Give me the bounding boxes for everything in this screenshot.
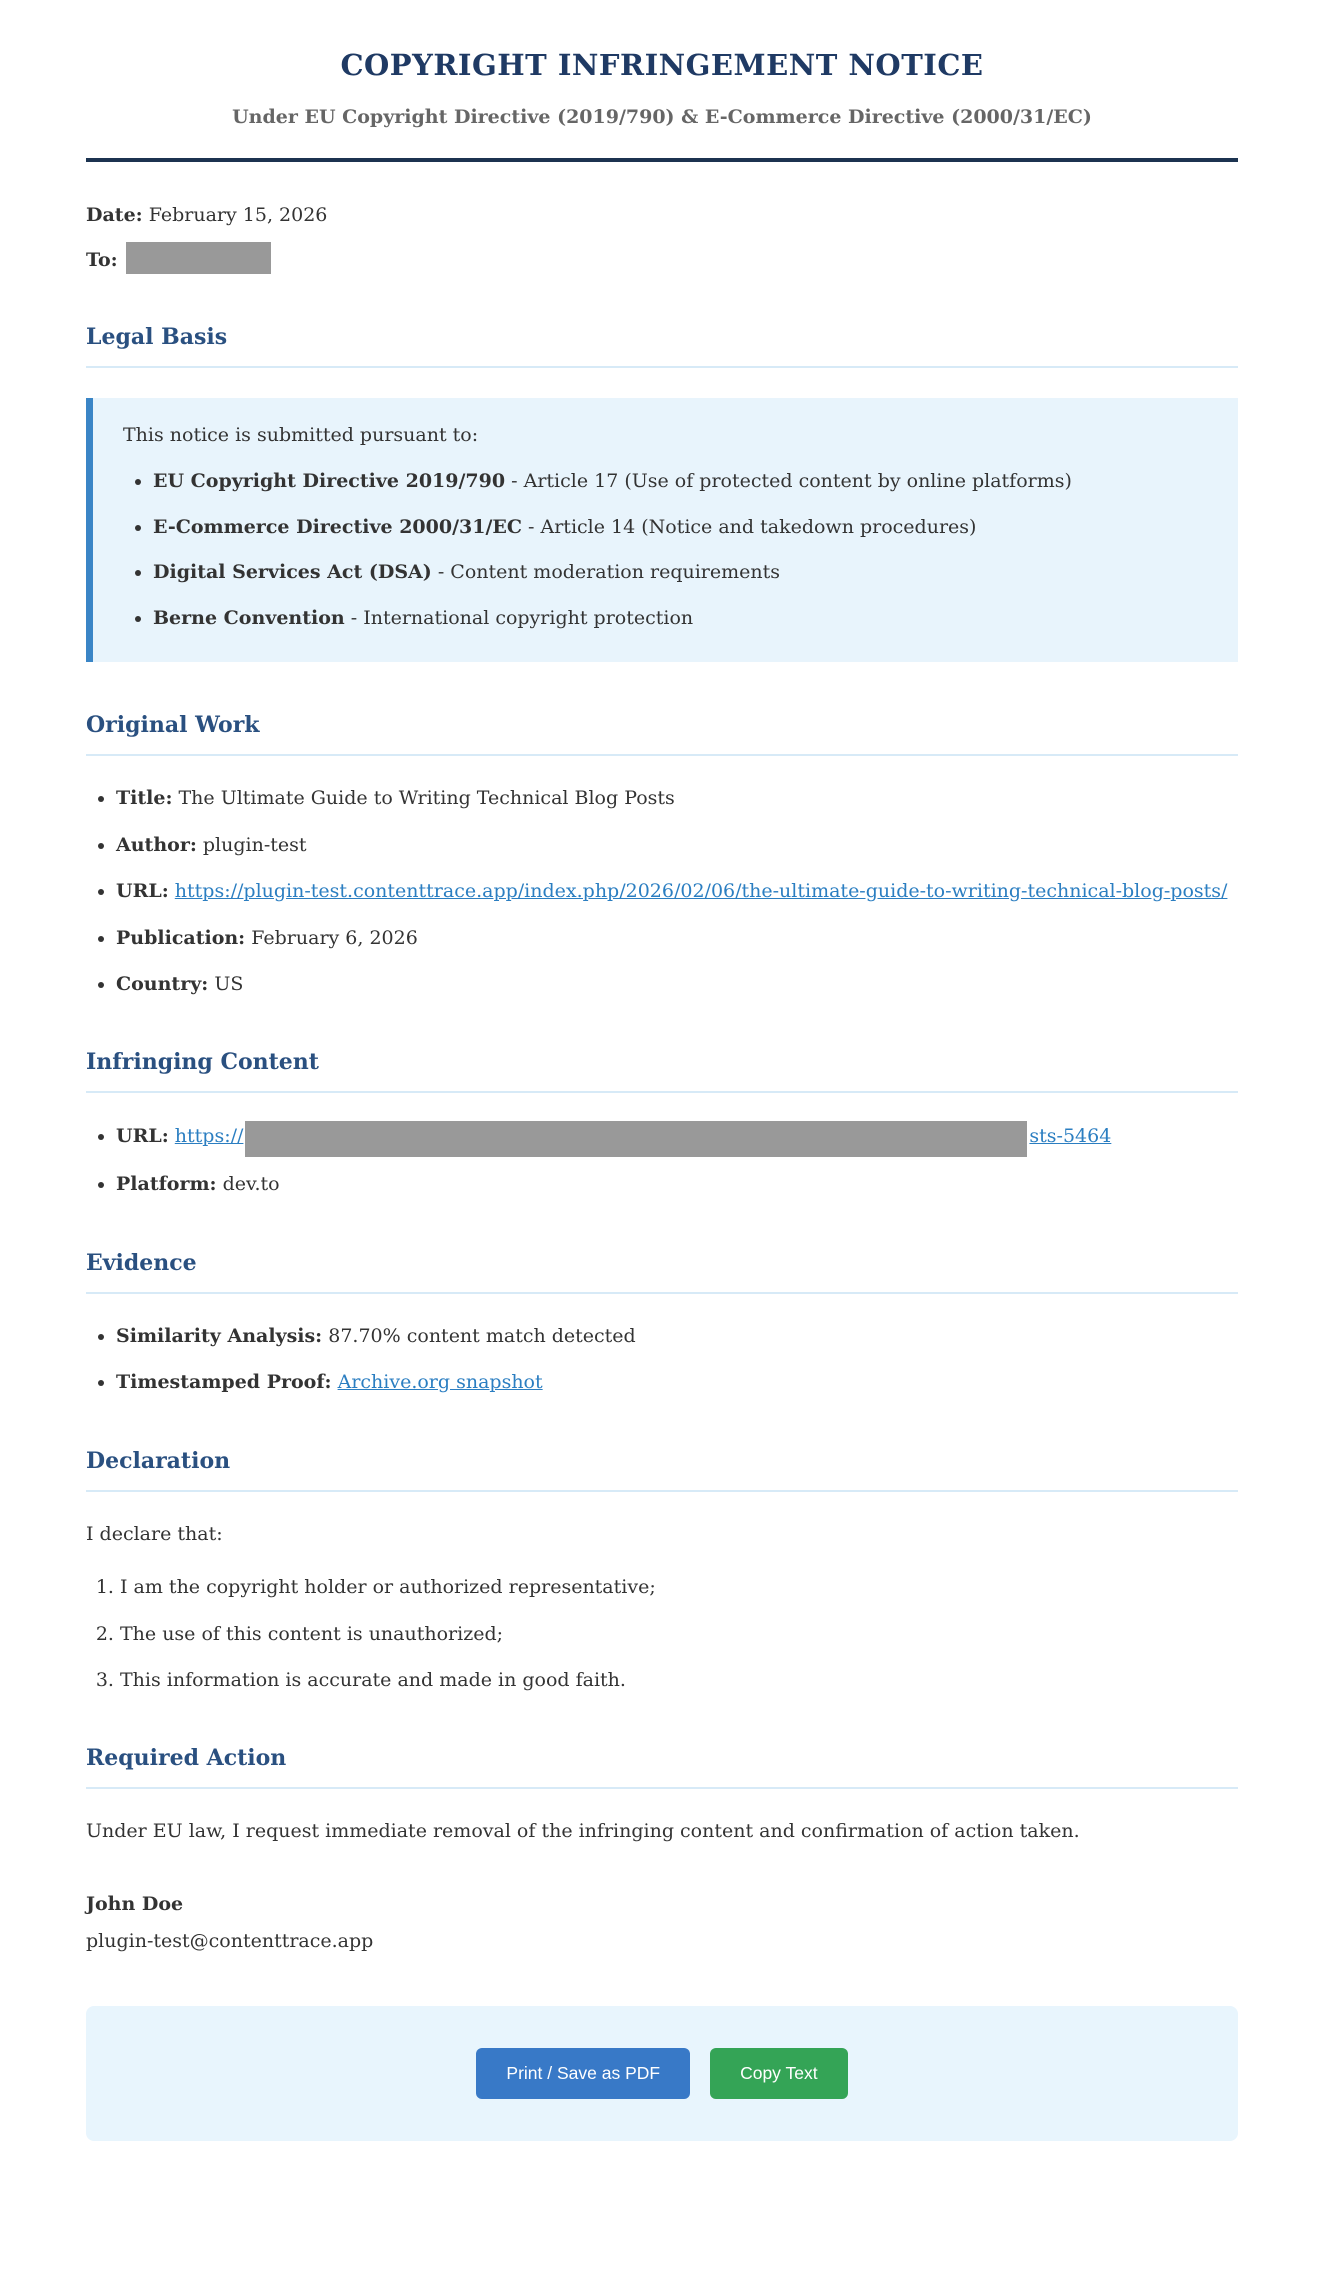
field-label: Author: [116,833,197,856]
field-label: Similarity Analysis: [116,1324,323,1347]
list-item [116,877,1238,906]
list-item [116,1368,1238,1397]
list-item [116,970,1238,999]
section-heading-required-action: Required Action [86,1745,1238,1789]
section-heading-legal-basis: Legal Basis [86,324,1238,368]
to-line [86,248,1238,274]
list-item: 2. The use of this content is unauthorized; [120,1621,1238,1649]
legal-item-term: Digital Services Act (DSA) [153,561,432,584]
date-line [86,204,1238,226]
field-label: Timestamped Proof: [116,1371,332,1394]
list-item [116,1322,1238,1351]
section-heading-infringing-content: Infringing Content [86,1049,1238,1093]
to-label: To: [86,249,118,271]
document-header [86,48,1238,162]
redacted-recipient [126,242,271,274]
field-label: Platform: [116,1173,217,1196]
legal-item-term: E-Commerce Directive 2000/31/EC [153,515,522,538]
field-label: Title: [116,787,173,810]
legal-item-term: EU Copyright Directive 2019/790 [153,470,506,492]
page-subtitle: Under EU Copyright Directive (2019/790) & E-Commerce Directive (2000/31/EC) [232,106,1092,128]
redacted-url-segment [245,1121,1027,1157]
list-item [116,784,1238,813]
url-suffix: sts-5464 [1029,1125,1112,1148]
field-label: URL: [116,1125,169,1148]
list-item [116,924,1238,953]
field-label: Country: [116,972,209,995]
date-label: Date: [86,204,143,226]
field-value: plugin-test [202,833,307,856]
section-heading-evidence: Evidence [86,1250,1238,1294]
infringing-url-link[interactable] [175,1125,1112,1147]
legal-item-desc: - Content moderation requirements [431,561,781,584]
list-item [153,605,1208,633]
field-value: The Ultimate Guide to Writing Technical Blog Posts [178,787,675,810]
field-label: URL: [116,880,169,903]
field-value: US [214,972,244,995]
declaration-intro: I declare that: [86,1522,223,1545]
section-heading-original-work: Original Work [86,712,1238,756]
legal-basis-list [123,468,1208,632]
original-work-url-link[interactable]: https://plugin-test.contenttrace.app/index.php/2026/02/06/the-ultimate-guide-to-writing-technical-blog-posts/ [174,880,1228,903]
list-item: 1. I am the copyright holder or authorized representative; [120,1574,1238,1602]
evidence-list [86,1322,1238,1398]
list-item [153,559,1208,587]
signature-block [86,1893,1238,1952]
legal-item-desc: - Article 14 (Notice and takedown procedures) [522,515,977,538]
required-action-text: Under EU law, I request immediate removal of the infringing content and confirmation of action taken. [86,1819,1080,1842]
section-heading-declaration: Declaration [86,1448,1238,1492]
declaration-list [86,1574,1238,1695]
page-title: COPYRIGHT INFRINGEMENT NOTICE [340,48,984,82]
signature-name: John Doe [86,1893,184,1916]
legal-item-desc: - Article 17 (Use of protected content by online platforms) [505,470,1072,492]
field-value: February 6, 2026 [251,926,418,949]
field-value: dev.to [222,1173,280,1196]
signature-email: plugin-test@contenttrace.app [86,1930,374,1953]
copy-text-button[interactable]: Copy Text [710,2048,848,2099]
field-label: Publication: [116,926,246,949]
header-divider [86,158,1238,162]
list-item: 3. This information is accurate and made in good faith. [120,1667,1238,1695]
list-item [116,831,1238,860]
list-item [153,514,1208,542]
original-work-list [86,784,1238,999]
legal-basis-intro: This notice is submitted pursuant to: [123,424,479,446]
date-value: February 15, 2026 [148,204,328,226]
legal-item-desc: - International copyright protection [344,606,694,629]
footer-action-bar [86,2006,1238,2141]
field-value: 87.70% content match detected [328,1324,636,1347]
legal-basis-callout [86,398,1238,662]
infringing-content-list [86,1121,1238,1199]
url-prefix: https:// [174,1125,244,1148]
list-item [153,468,1208,496]
list-item [116,1170,1238,1199]
list-item [116,1121,1238,1153]
archive-snapshot-link[interactable]: Archive.org snapshot [337,1371,543,1394]
print-save-pdf-button[interactable]: Print / Save as PDF [476,2048,690,2099]
legal-item-term: Berne Convention [153,606,345,629]
